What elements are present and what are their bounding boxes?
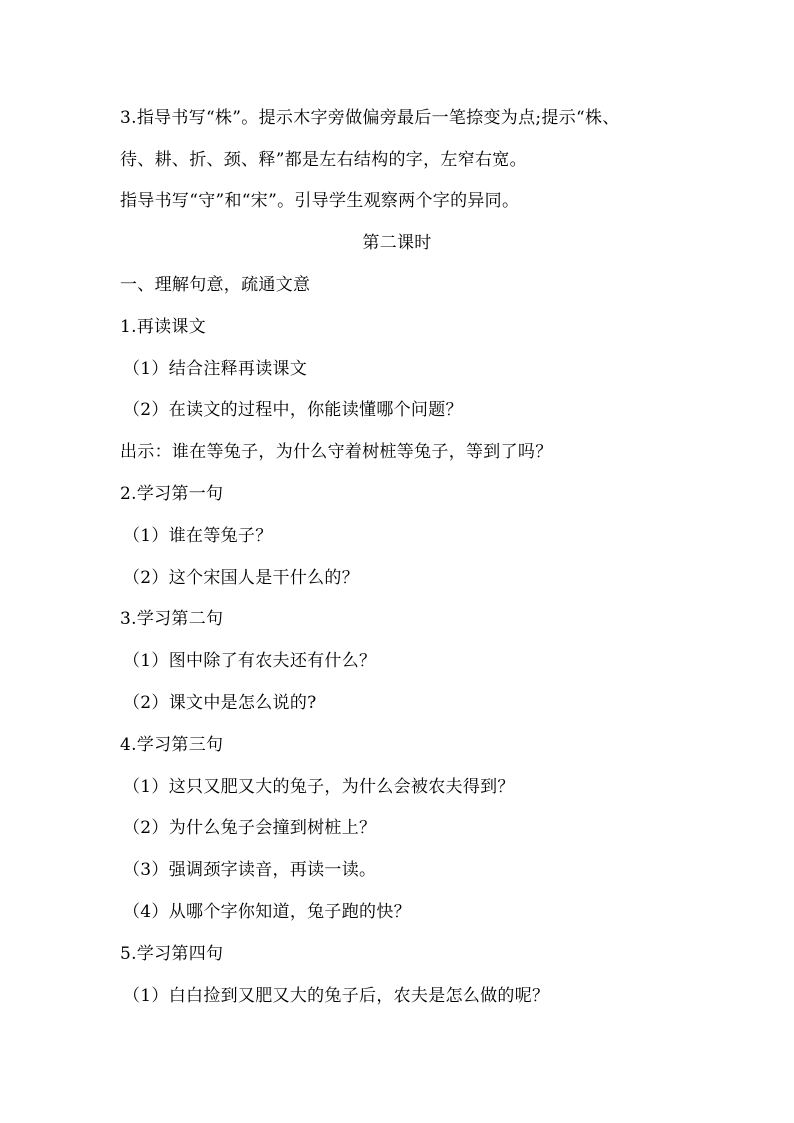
- list-item-what-does-he-do: （2）这个宋国人是干什么的？: [123, 568, 360, 588]
- list-item-who-waits: （1）谁在等兔子？: [123, 526, 273, 546]
- heading-sentence-three: 4.学习第三句: [120, 735, 224, 755]
- list-item-rabbit-fast: （4）从哪个字你知道，兔子跑的快？: [123, 902, 411, 922]
- heading-sentence-two: 3.学习第二句: [120, 609, 224, 629]
- heading-sentence-four: 5.学习第四句: [120, 944, 224, 964]
- paragraph-writing-zhu-cont: 待、耕、折、颈、释”都是左右结构的字，左窄右宽。: [120, 150, 527, 170]
- list-item-text-says: （2）课文中是怎么说的?: [123, 693, 317, 713]
- list-item-picture-contents: （1）图中除了有农夫还有什么？: [123, 651, 377, 671]
- list-item-which-question: （2）在读文的过程中，你能读懂哪个问题？: [123, 400, 463, 420]
- list-item-pronunciation: （3）强调颈字读音，再读一读。: [123, 860, 377, 880]
- heading-sentence-one: 2.学习第一句: [120, 484, 224, 504]
- heading-reread-text: 1.再读课文: [120, 317, 207, 337]
- list-item-reread-with-notes: （1）结合注释再读课文: [123, 359, 308, 379]
- section-heading-second-lesson: 第二课时: [362, 233, 432, 253]
- paragraph-display-question: 出示：谁在等兔子，为什么守着树桩等兔子，等到了吗？: [120, 442, 553, 462]
- list-item-what-farmer-did: （1）白白捡到又肥又大的兔子后，农夫是怎么做的呢？: [123, 986, 550, 1006]
- paragraph-writing-zhu: 3.指导书写“株”。提示木字旁做偏旁最后一笔捺变为点;提示“株、: [120, 108, 620, 128]
- heading-understand-sentences: 一、理解句意，疏通文意: [120, 275, 311, 295]
- paragraph-writing-shou-song: 指导书写“守”和“宋”。引导学生观察两个字的异同。: [120, 191, 520, 211]
- list-item-why-rabbit-caught: （1）这只又肥又大的兔子，为什么会被农夫得到？: [123, 777, 515, 797]
- list-item-why-hit-stump: （2）为什么兔子会撞到树桩上？: [123, 818, 377, 838]
